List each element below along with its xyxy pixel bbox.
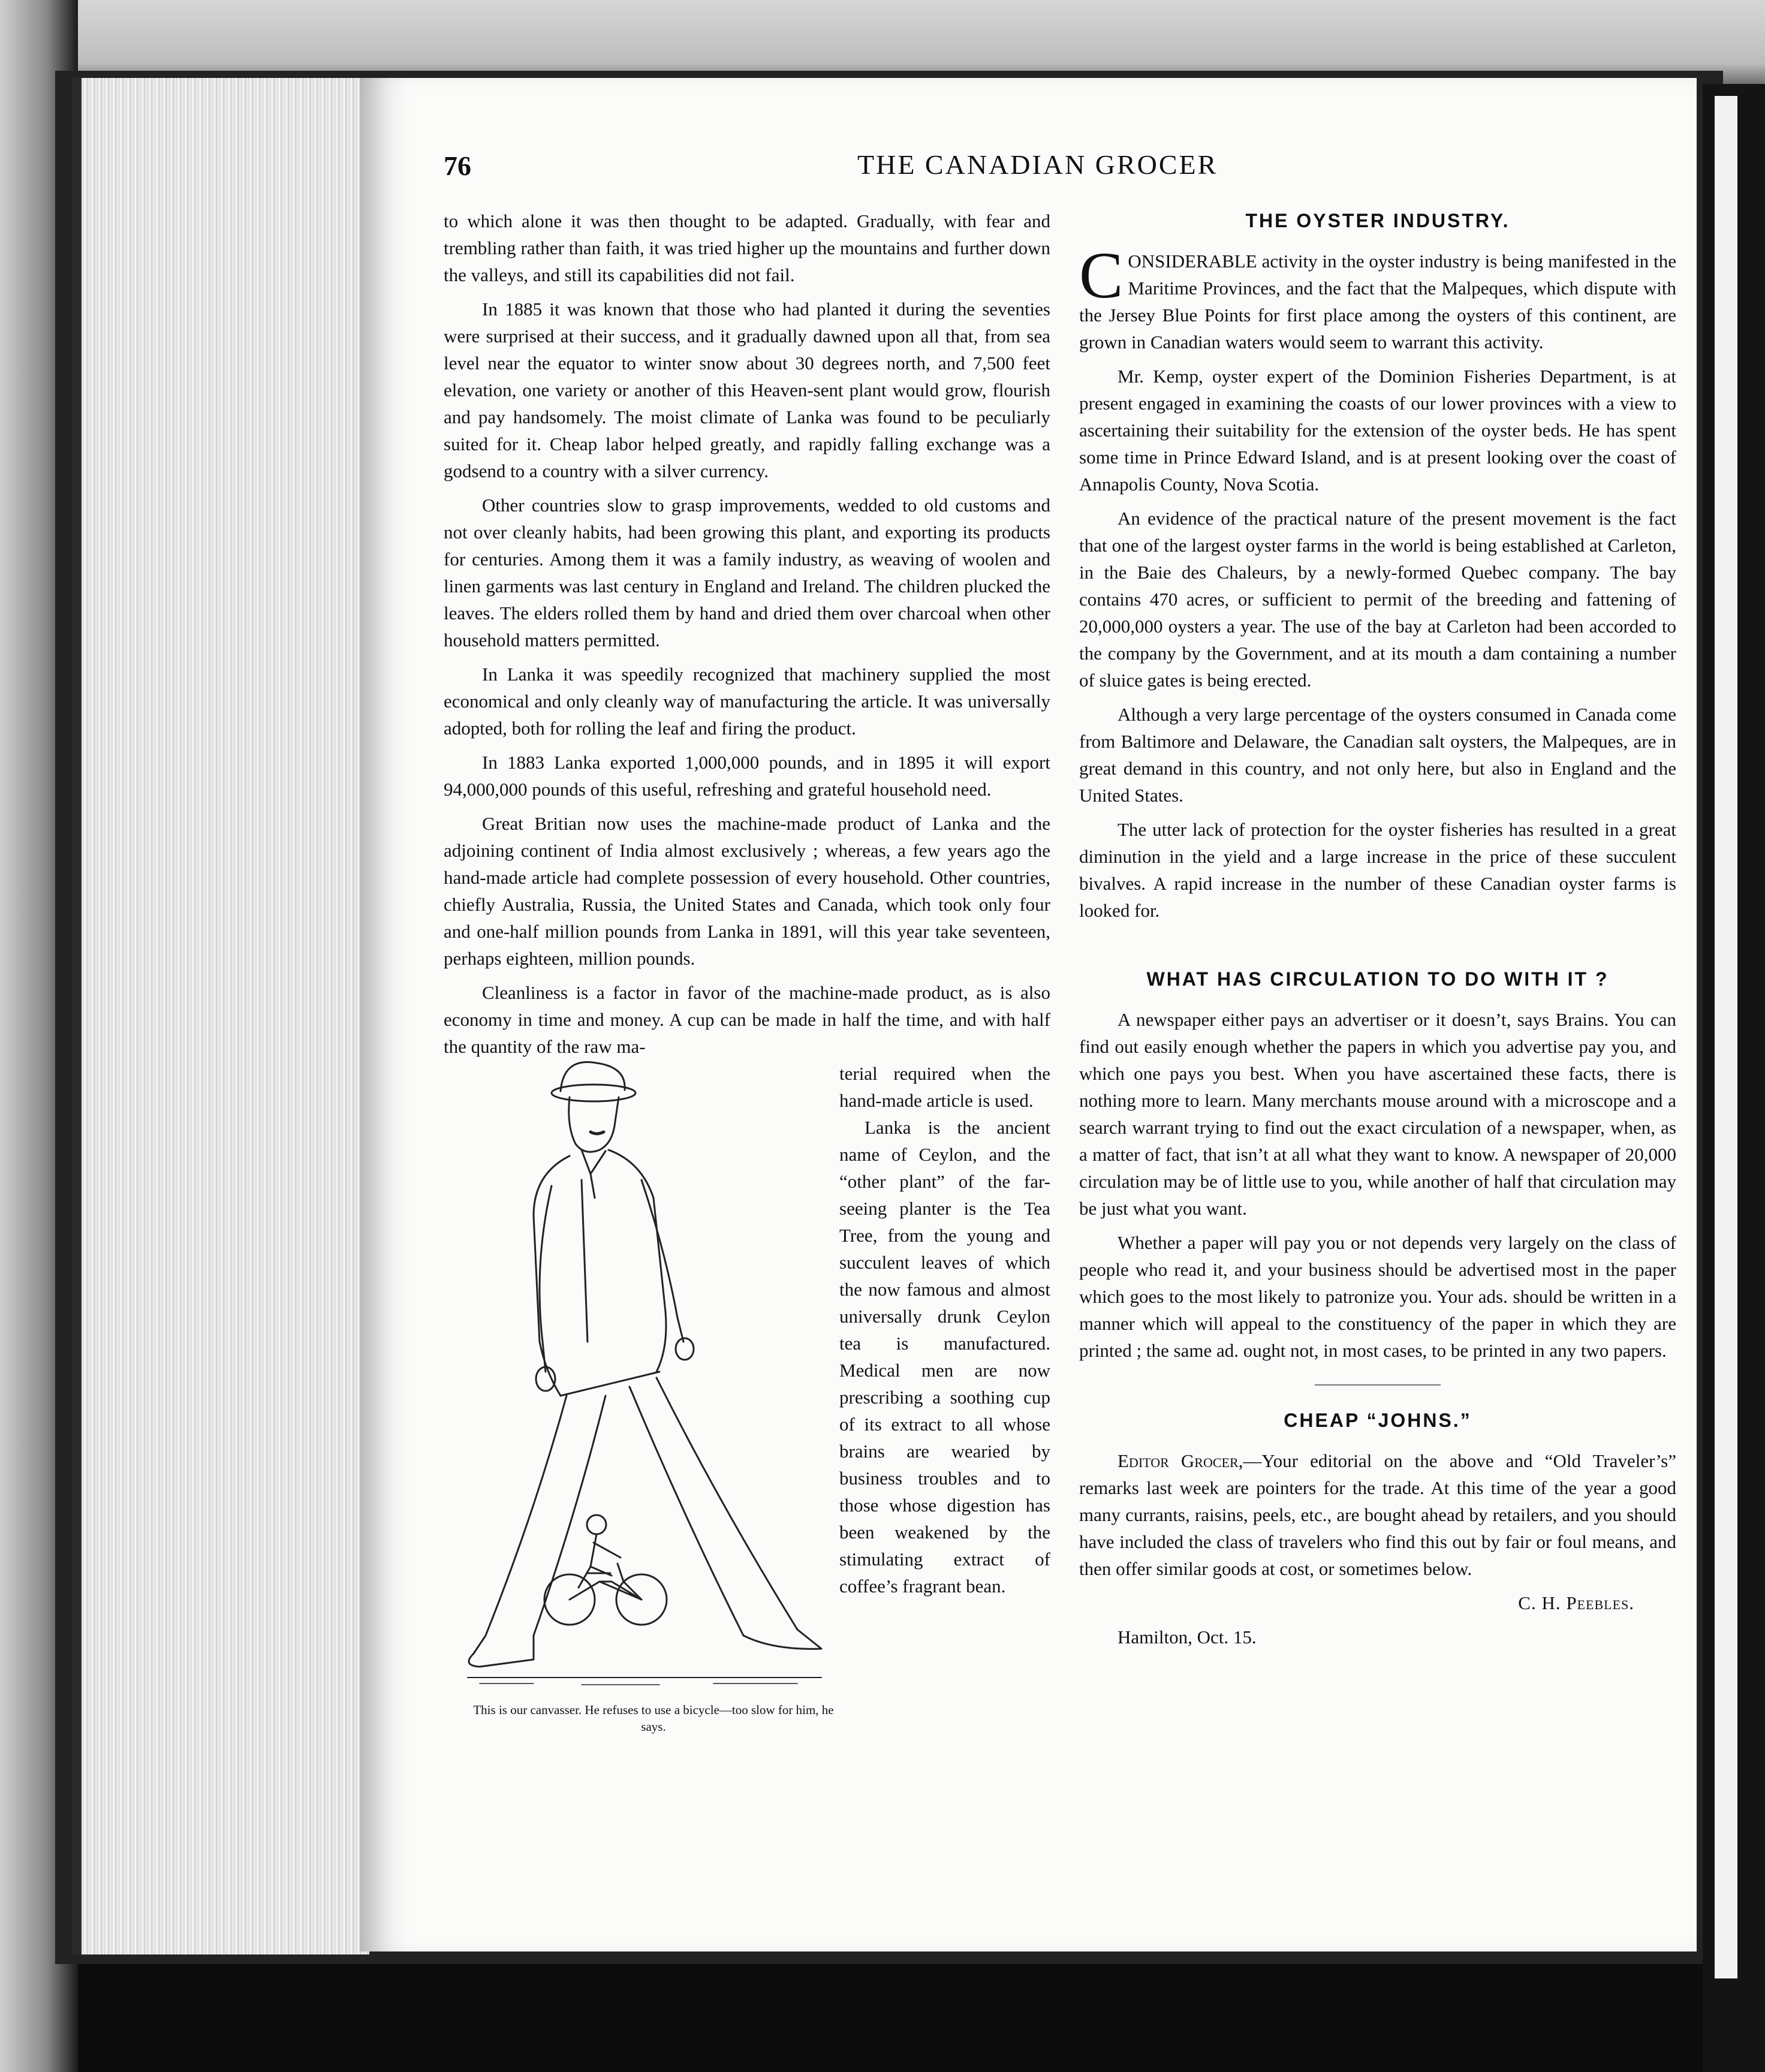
article-headline: WHAT HAS CIRCULATION TO DO WITH IT ?	[1146, 968, 1609, 990]
paragraph: Mr. Kemp, oyster expert of the Dominion Fisheries Department, is at present engaged in examining the coasts of our lower provinces with a view to ascertaining their suitability for the extension of the oyster beds. He has spent some time in Prince Edward Island, and is at present looking over the coast of Annapolis County, Nova Scotia.	[1079, 366, 1676, 495]
letter-body	[1079, 1447, 1676, 1582]
paragraph: Cleanliness is a factor in favor of the machine-made product, as is also economy in time and money. A cup can be made in half the time, and with half the quantity of the raw ma-	[444, 982, 1050, 1057]
signature: C. H. Peebles.	[1518, 1592, 1634, 1613]
article-headline: THE OYSTER INDUSTRY.	[1245, 210, 1510, 231]
facing-page-sliver	[1715, 96, 1737, 1978]
paragraph: Great Britian now uses the machine-made product of Lanka and the adjoining continent of India almost exclusively ; whereas, a few years ago the hand-made article had complete possession of every household. Other countries, chiefly Australia, Russia, the United States and Canada, which took only four and one-half million pounds from Lanka in 1891, will this year take seventeen, perhaps eighteen, million pounds.	[444, 813, 1050, 969]
illustration-caption: This is our canvasser. He refuses to use a bicycle—too slow for him, he says.	[473, 1703, 834, 1734]
inset-text	[839, 1060, 1050, 1600]
dateline: Hamilton, Oct. 15.	[1118, 1627, 1257, 1648]
page-number: 76	[444, 150, 471, 181]
lead-text: ONSIDERABLE activity in the oyster industry is being manifested in the Maritime Provinces, and the fact that the Malpeques, which dispute with the Jersey Blue Points for first place among the oysters of this continent, are grown in Canadian waters would seem to warrant this activity.	[1079, 251, 1676, 353]
paragraph: In 1883 Lanka exported 1,000,000 pounds, and in 1895 it will export 94,000,000 pounds of this useful, refreshing and grateful household need.	[444, 752, 1050, 800]
paragraph: In Lanka it was speedily recognized that machinery supplied the most economical and only cleanly way of manufacturing the article. It was universally adopted, both for rolling the leaf and firing the product.	[444, 664, 1050, 739]
right-column	[1079, 207, 1676, 1658]
paragraph: Other countries slow to grasp improvements, wedded to old customs and not over cleanly habits, had been growing this plant, and exporting its products for centuries. Among them it was a family industry, as weaving of woolen and linen garments was last century in England and Ireland. The children plucked the leaves. The elders rolled them by hand and dried them over charcoal when other household matters permitted.	[444, 495, 1050, 650]
drop-cap: C	[1079, 239, 1124, 312]
paragraph: In 1885 it was known that those who had planted it during the seventies were surprised at their success, and it gradually dawned upon all that, from sea level near the equator to winter snow about 30 degrees north, and 7,500 feet elevation, one variety or another of this Heaven-sent plant would grow, flourish and pay handsomely. The moist climate of Lanka was found to be peculiarly suited for it. Cheap labor helped greatly, and rapidly falling exchange was a godsend to a country with a silver currency.	[444, 299, 1050, 481]
salutation: Editor Grocer,	[1118, 1450, 1243, 1471]
paragraph: Lanka is the ancient name of Ceylon, and the “other plant” of the far-seeing planter is the Tea Tree, from the young and succulent leaves of which the now famous and almost universally drunk Ceylon tea is manufactured. Medical men are now prescribing a soothing cup of its extract to all whose brains are wearied by business troubles and to those whose digestion has been weakened by the stimulating extract of coffee’s fragrant bean.	[839, 1117, 1050, 1597]
paragraph-continuation: terial required when the hand-made article is used.	[839, 1063, 1050, 1111]
facing-page-edge	[1703, 84, 1765, 2072]
running-header	[444, 150, 1685, 192]
lead-paragraph	[1079, 239, 1676, 356]
paragraph: A newspaper either pays an advertiser or it doesn’t, says Brains. You can find out easily enough whether the papers in which you advertise pay you, and which one pays you best. When you have ascertained these facts, there is nothing more to learn. Many merchants mouse around with a microscope and a search warrant trying to find out the exact circulation of a newspaper, when, as a matter of fact, that isn’t at all what they want to know. A newspaper of 20,000 circulation may be of little use to you, while another of half that circulation may be just what you want.	[1079, 1009, 1676, 1219]
section-divider	[1315, 1384, 1441, 1386]
letter-text: —Your editorial on the above and “Old Traveler’s” remarks last week are pointers for the trade. At this time of the year a good many currants, raisins, peels, etc., are bought ahead by retailers, and you should have included the class of travelers who find this out by fair or foul means, and then offer similar goods at cost, or sometimes below.	[1079, 1450, 1676, 1579]
paragraph: to which alone it was then thought to be adapted. Gradually, with fear and trembling rather than faith, it was tried higher up the mountains and further down the valleys, and still its capabilities did not fail.	[444, 210, 1050, 285]
paragraph: Although a very large percentage of the oysters consumed in Canada come from Baltimore and Delaware, the Canadian salt oysters, the Malpeques, are in great demand in this country, and not only here, but also in England and the United States.	[1079, 704, 1676, 806]
left-column	[444, 207, 1050, 1749]
paragraph: Whether a paper will pay you or not depends very largely on the class of people who read it, and your business should be advertised most in the paper which goes to the most likely to patronize you. Your ads. should be written in a manner which will appeal to the constituency of the paper in which they are printed ; the same ad. ought not, in most cases, to be printed in any two papers.	[1079, 1232, 1676, 1361]
paragraph: An evidence of the practical nature of the present movement is the fact that one of the largest oyster farms in the world is being established at Carleton, in the Baie des Chaleurs, by a newly-formed Quebec company. The bay contains 470 acres, or sufficient to permit of the breeding and fattening of 20,000,000 oysters a year. The use of the bay at Carleton had been accorded to the company by the Government, and at its mouth a dam containing a number of sluice gates is being erected.	[1079, 508, 1676, 691]
illustration-block	[444, 1060, 1050, 1749]
canvasser-illustration	[462, 1060, 827, 1695]
article-headline: CHEAP “JOHNS.”	[1284, 1410, 1472, 1431]
paragraph: The utter lack of protection for the oyster fisheries has resulted in a great diminution in the yield and a large increase in the price of these succulent bivalves. A rapid increase in the number of these Canadian oyster farms is looked for.	[1079, 819, 1676, 921]
journal-title: THE CANADIAN GROCER	[857, 149, 1218, 180]
page-edges	[72, 78, 369, 1954]
